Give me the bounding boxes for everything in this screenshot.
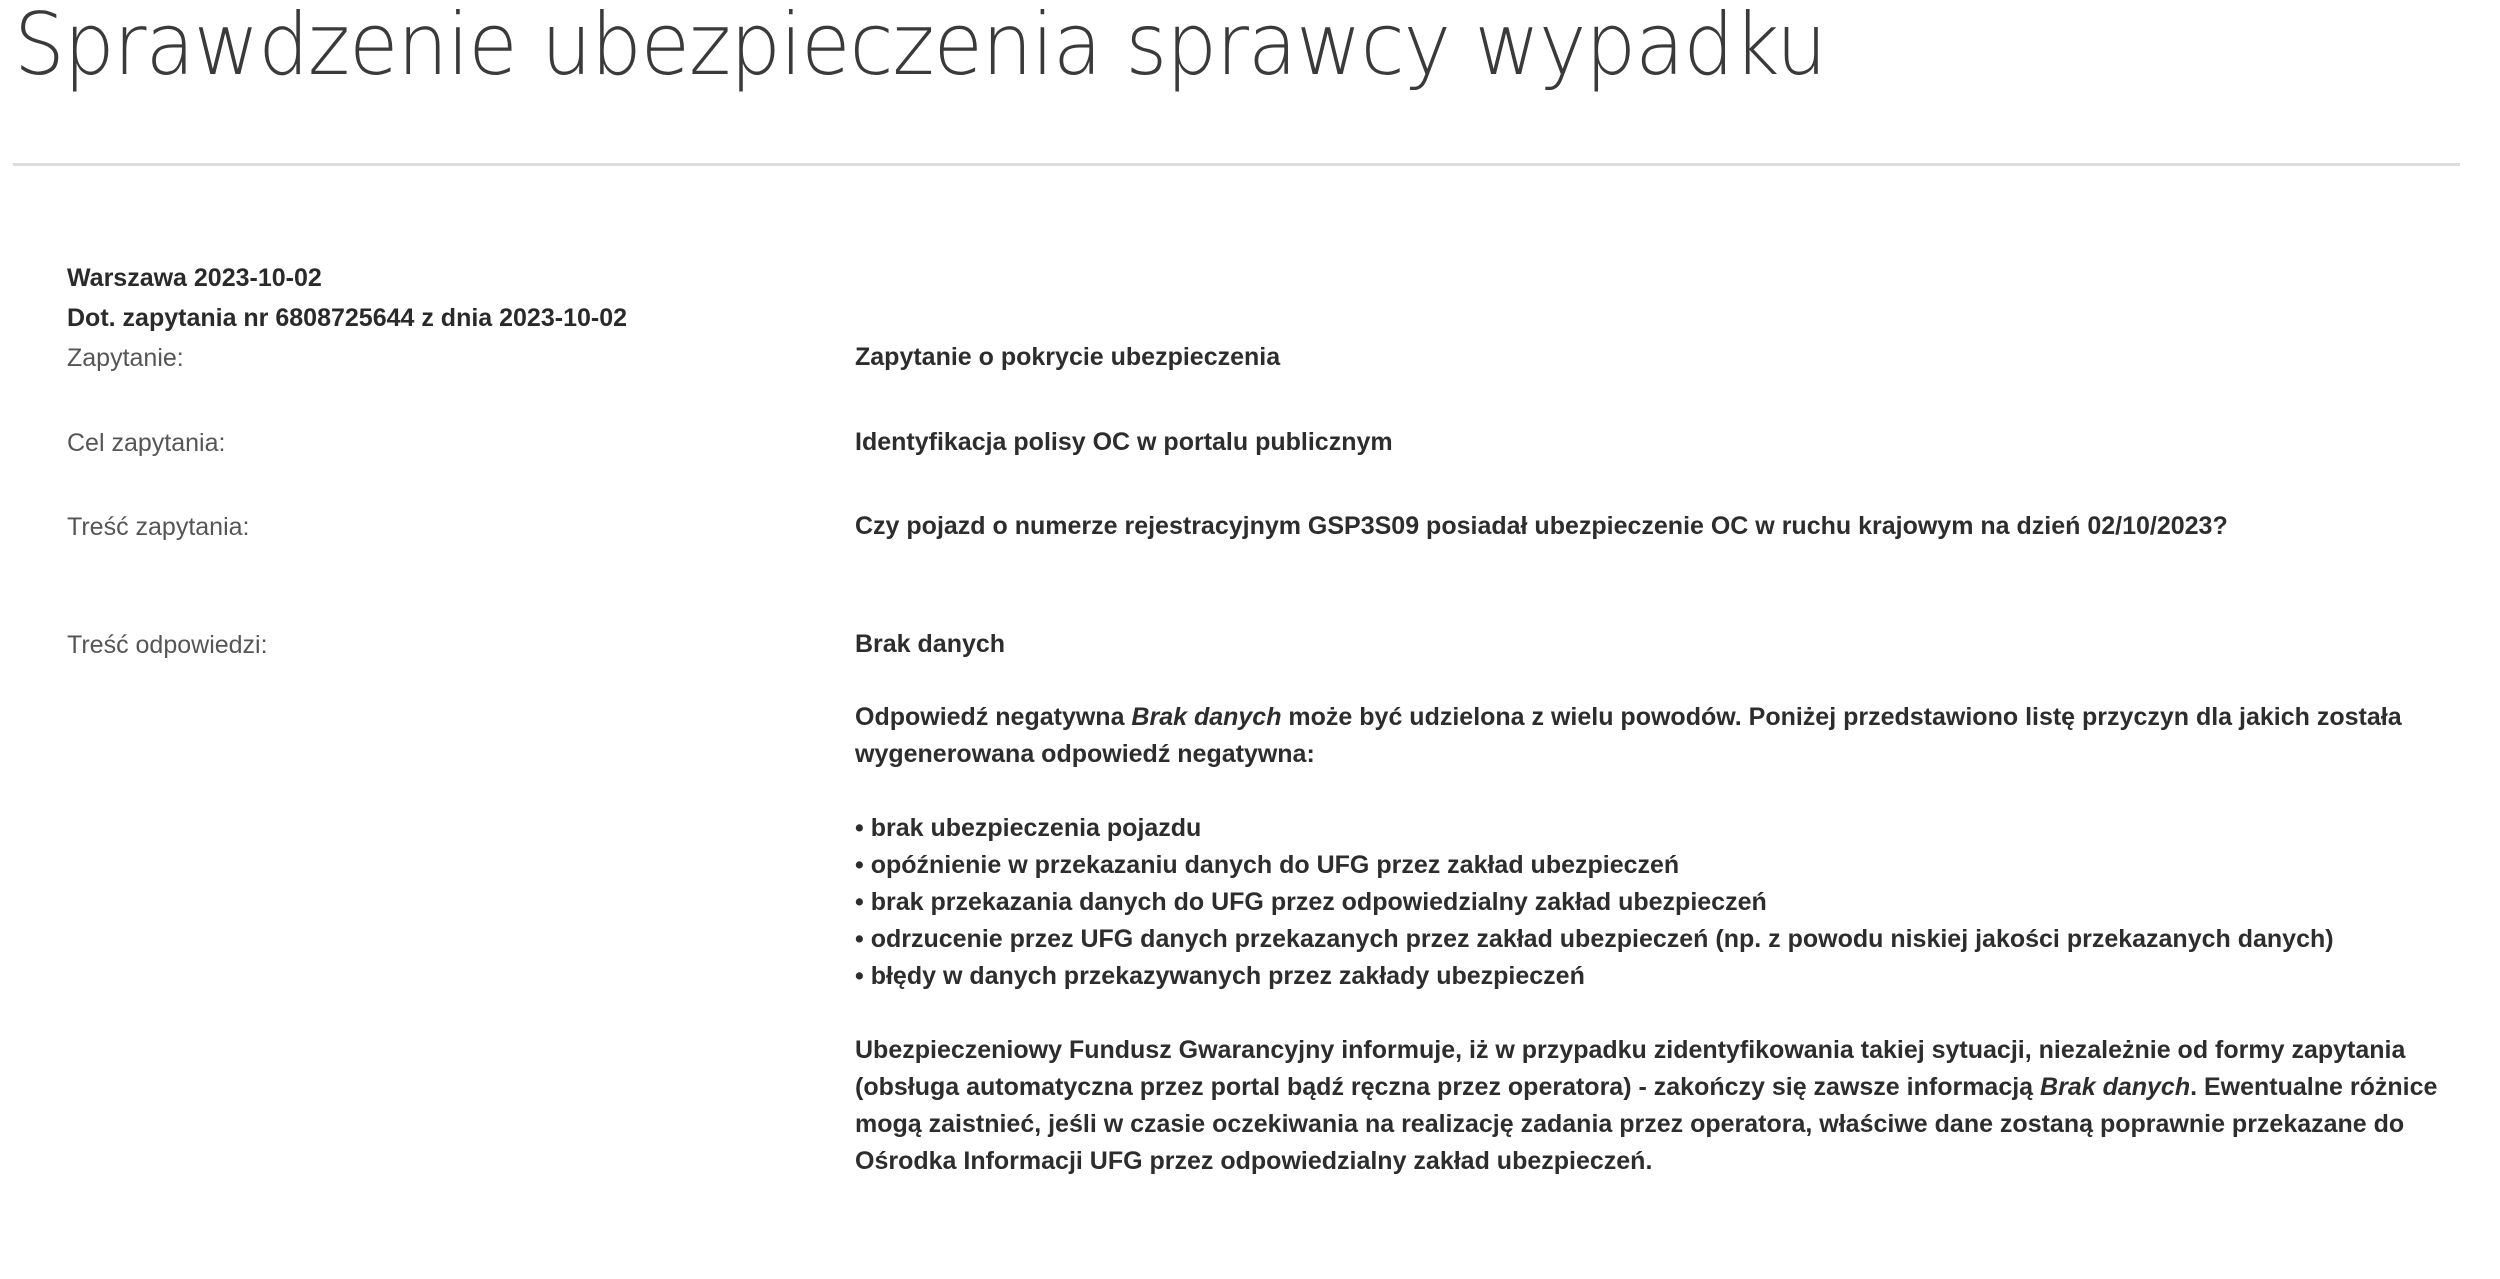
inquiry-value: Zapytanie o pokrycie ubezpieczenia: [855, 343, 1281, 371]
response-value: [855, 625, 2455, 1180]
row-purpose: [67, 423, 2487, 507]
response-label: Treść odpowiedzi:: [67, 631, 268, 659]
page-title: Sprawdzenie ubezpieczenia sprawcy wypadku: [14, 0, 1826, 95]
reason-item: • opóźnienie w przekazaniu danych do UFG przez zakład ubezpieczeń: [855, 847, 2455, 884]
intro-text-end: może być udzielona z wielu powodów. Poniżej przedstawiono listę przyczyn dla jakich została wygenerowana odpowiedź negatywna:: [855, 703, 2402, 768]
response-intro: [855, 699, 2455, 773]
reason-item: • odrzucenie przez UFG danych przekazanych przez zakład ubezpieczeń (np. z powodu niskiej jakości przekazanych danych): [855, 921, 2455, 958]
intro-emphasis: Brak danych: [1131, 703, 1282, 731]
inquiry-reference: Dot. zapytania nr 6808725644 z dnia 2023-10-02: [67, 304, 628, 332]
response-status: Brak danych: [855, 630, 1006, 658]
response-note: [855, 1032, 2455, 1180]
purpose-value: Identyfikacja polisy OC w portalu publicznym: [855, 428, 1393, 456]
reason-item: • błędy w danych przekazywanych przez zakłady ubezpieczeń: [855, 958, 2455, 995]
row-inquiry: [67, 338, 2487, 423]
intro-text: Odpowiedź negatywna: [855, 703, 1132, 731]
note-text-end: . Ewentualne różnice mogą zaistnieć, jeśli w czasie oczekiwania na realizację zadania przez operatora, właściwe dane zostaną poprawnie przekazane do Ośrodka Informacji UFG przez odpowiedzialny zakład ubezpieczeń.: [855, 1073, 2438, 1175]
note-text: Ubezpieczeniowy Fundusz Gwarancyjny informuje, iż w przypadku zidentyfikowania takiej sytuacji, niezależnie od formy zapytania (obsługa automatyczna przez portal bądź ręczna przez operatora) - zakończy się zawsze informacją: [855, 1036, 2406, 1101]
inquiry-content-value: Czy pojazd o numerze rejestracyjnym GSP3S09 posiadał ubezpieczenie OC w ruchu krajowym na dzień 02/10/2023?: [855, 512, 2228, 540]
reason-item: • brak ubezpieczenia pojazdu: [855, 810, 2455, 847]
note-emphasis: Brak danych: [2040, 1073, 2191, 1101]
row-response: [67, 625, 2487, 1180]
inquiry-content-label: Treść zapytania:: [67, 513, 250, 541]
row-inquiry-content: [67, 507, 2487, 625]
reasons-list: [855, 810, 2455, 995]
purpose-label: Cel zapytania:: [67, 429, 226, 457]
inquiry-label: Zapytanie:: [67, 344, 184, 372]
inquiry-response: [67, 258, 2487, 1180]
title-divider: [13, 163, 2460, 166]
place-date: Warszawa 2023-10-02: [67, 264, 322, 292]
reason-item: • brak przekazania danych do UFG przez odpowiedzialny zakład ubezpieczeń: [855, 884, 2455, 921]
